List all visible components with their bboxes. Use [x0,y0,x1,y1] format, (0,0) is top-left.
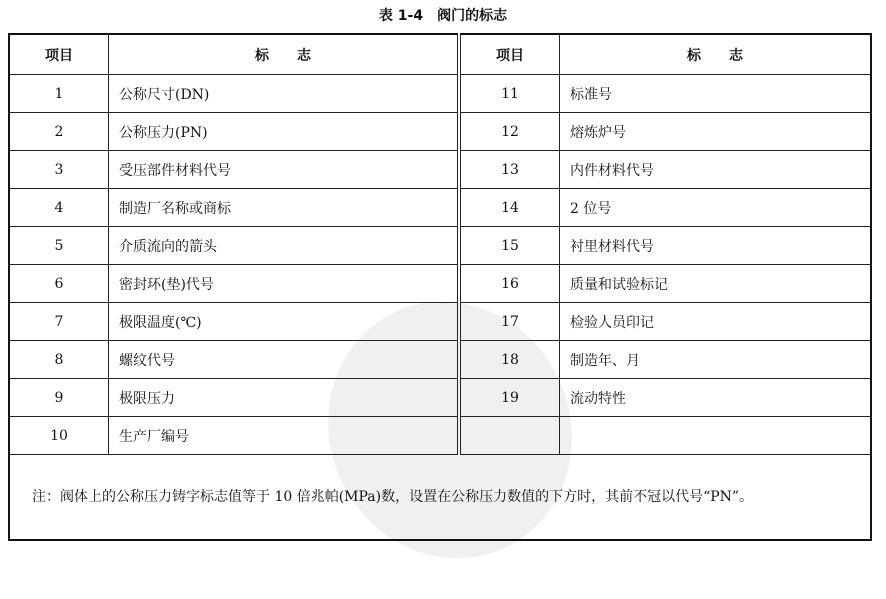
r-no-cell [459,417,560,455]
r-text-cell: 流动特性 [560,379,871,417]
r-no-cell: 16 [459,265,560,303]
l-text-cell: 制造厂名称或商标 [109,189,460,227]
l-no-cell: 8 [9,341,109,379]
table-row [9,113,871,151]
r-no-cell: 19 [459,379,560,417]
l-no-cell: 9 [9,379,109,417]
l-no-cell: 4 [9,189,109,227]
table-row [9,189,871,227]
l-no-cell: 1 [9,75,109,113]
l-text-cell: 公称压力(PN) [109,113,460,151]
header-mark: 标 志 [109,34,460,75]
header-mark: 标 志 [560,34,871,75]
l-no-cell: 10 [9,417,109,455]
table-row [9,151,871,189]
l-text-cell: 极限压力 [109,379,460,417]
l-text-cell: 密封环(垫)代号 [109,265,460,303]
r-no-cell: 18 [459,341,560,379]
l-text-cell: 生产厂编号 [109,417,460,455]
table-row [9,303,871,341]
table-row [9,227,871,265]
l-text-cell: 螺纹代号 [109,341,460,379]
r-no-cell: 11 [459,75,560,113]
r-text-cell: 2 位号 [560,189,871,227]
l-no-cell: 7 [9,303,109,341]
r-text-cell: 质量和试验标记 [560,265,871,303]
table-row [9,265,871,303]
l-no-cell: 2 [9,113,109,151]
header-item: 项目 [9,34,109,75]
note-row [9,455,871,541]
header-item: 项目 [459,34,560,75]
r-no-cell: 13 [459,151,560,189]
l-no-cell: 5 [9,227,109,265]
r-text-cell: 检验人员印记 [560,303,871,341]
l-text-cell: 介质流向的箭头 [109,227,460,265]
table-row [9,75,871,113]
r-text-cell: 制造年、月 [560,341,871,379]
l-text-cell: 公称尺寸(DN) [109,75,460,113]
table-row [9,341,871,379]
r-text-cell: 熔炼炉号 [560,113,871,151]
r-no-cell: 14 [459,189,560,227]
header-row [9,34,871,75]
r-no-cell: 15 [459,227,560,265]
table-row [9,379,871,417]
r-text-cell: 标准号 [560,75,871,113]
valve-marking-table [8,33,872,541]
table-note: 注：阀体上的公称压力铸字标志值等于 10 倍兆帕(MPa)数，设置在公称压力数值的下方时，其前不冠以代号“PN”。 [9,455,871,541]
r-text-cell: 内件材料代号 [560,151,871,189]
r-text-cell: 衬里材料代号 [560,227,871,265]
r-text-cell [560,417,871,455]
r-no-cell: 17 [459,303,560,341]
table-row [9,417,871,455]
table-title: 表 1-4 阀门的标志 [378,8,508,24]
r-no-cell: 12 [459,113,560,151]
l-text-cell: 受压部件材料代号 [109,151,460,189]
l-text-cell: 极限温度(℃) [109,303,460,341]
l-no-cell: 3 [9,151,109,189]
l-no-cell: 6 [9,265,109,303]
